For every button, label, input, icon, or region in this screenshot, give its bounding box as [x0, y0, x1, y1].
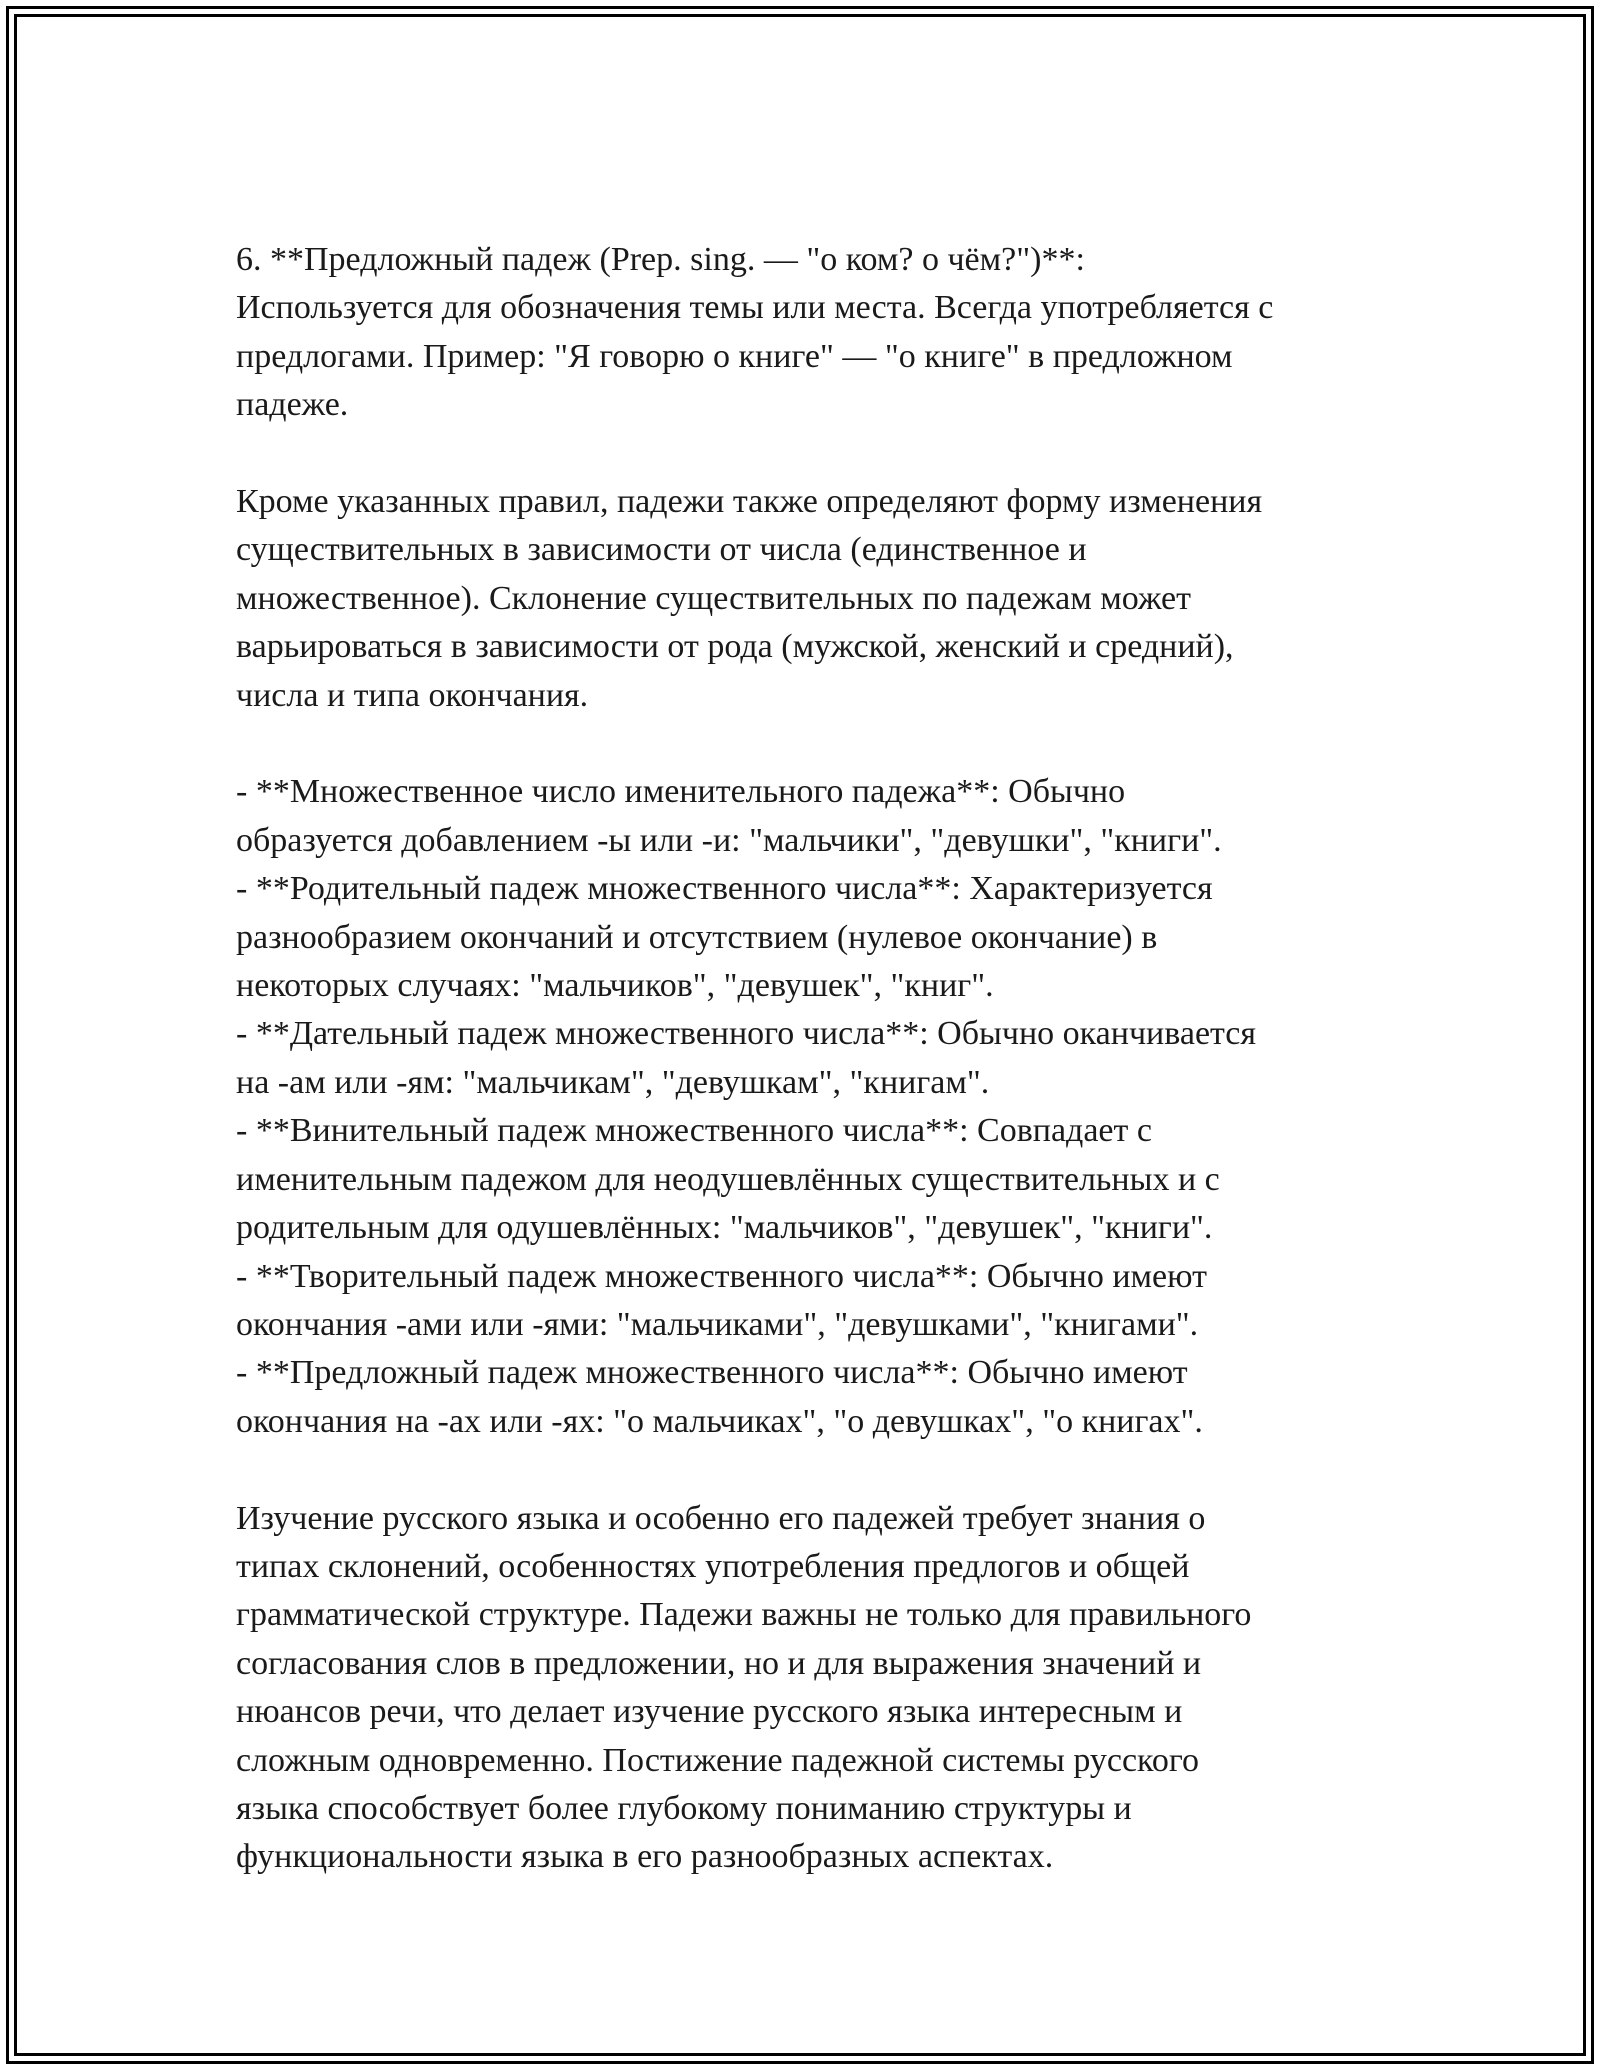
- paragraph-spacer: [236, 720, 1396, 768]
- paragraph-prepositional-case: 6. **Предложный падеж (Prep. sing. — "о ком? о чём?")**: Используется для обозначения темы или места. Всегда употребляется с предлогами. Пример: "Я говорю о книге" — "о книге" в предложном падеже.: [236, 241, 1274, 424]
- paragraph-spacer: [236, 430, 1396, 478]
- paragraph-case-rules: Кроме указанных правил, падежи также определяют форму изменения существительных в зависимости от числа (единственное и множественное). Склонение существительных по падежам может варьироваться в зависимости от рода (мужской, женский и средний), числа и типа окончания.: [236, 483, 1263, 714]
- paragraph-spacer: [236, 1446, 1396, 1494]
- document-body: [236, 236, 1396, 1882]
- paragraph-conclusion: Изучение русского языка и особенно его падежей требует знания о типах склонений, особенностях употребления предлогов и общей грамматической структуре. Падежи важны не только для правильного согласования слов в предложении, но и для выражения значений и нюансов речи, что делает изучение русского языка интересным и сложным одновременно. Постижение падежной системы русского языка способствует более глубокому пониманию структуры и функциональности языка в его разнообразных аспектах.: [236, 1499, 1252, 1876]
- paragraph-plural-cases-list: - **Множественное число именительного падежа**: Обычно образуется добавлением -ы или -и: "мальчики", "девушки", "книги". - **Родительный падеж множественного числа**: Характеризуется разнообразием окончаний и отсутствием (нулевое окончание) в некоторых случаях: "мальчиков", "девушек", "книг". - **Дательный падеж множественного числа**: Обычно оканчивается на -ам или -ям: "мальчикам", "девушкам", "книгам". - **Винительный падеж множественного числа**: Совпадает с именительным падежом для неодушевлённых существительных и с родительным для одушевлённых: "мальчиков", "девушек", "книги". - **Творительный падеж множественного числа**: Обычно имеют окончания -ами или -ями: "мальчиками", "девушками", "книгами". - **Предложный падеж множественного числа**: Обычно имеют окончания на -ах или -ях: "о мальчиках", "о девушках", "о книгах".: [236, 773, 1257, 1440]
